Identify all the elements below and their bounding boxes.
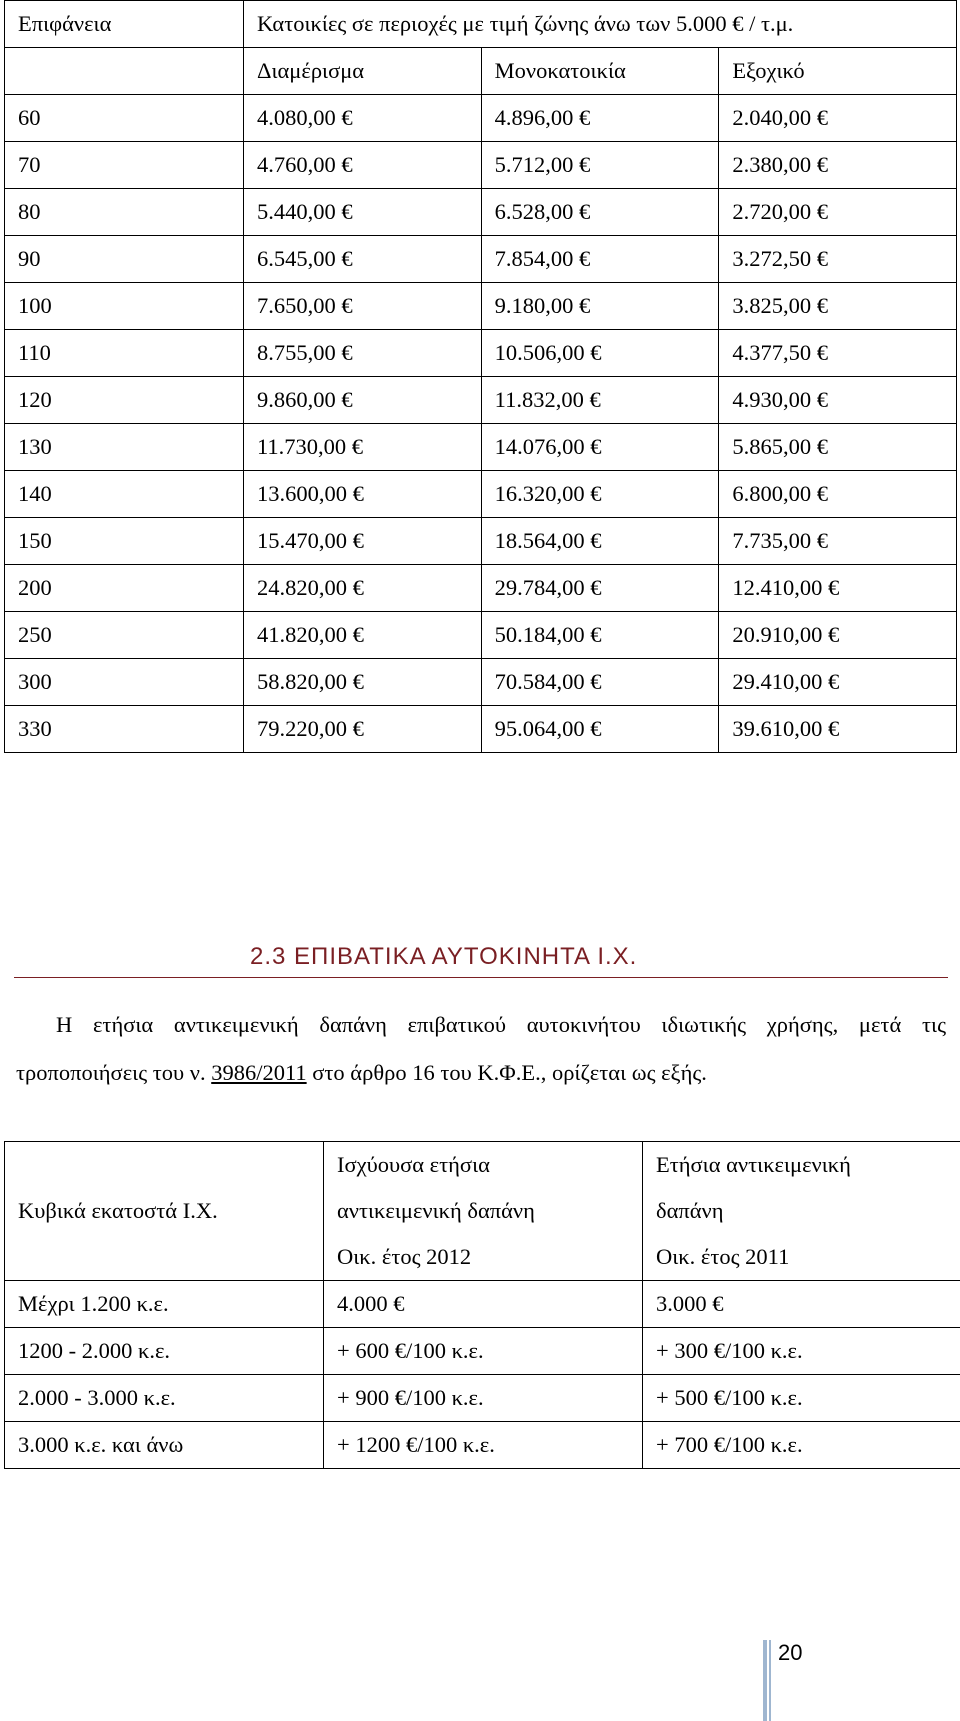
- page-number: 20: [778, 1640, 803, 1665]
- section-heading: 2.3 ΕΠΙΒΑΤΙΚΑ ΑΥΤΟΚΙΝΗΤΑ Ι.Χ.: [250, 943, 638, 970]
- table-row: [5, 189, 957, 236]
- table-header-row: [5, 1, 957, 48]
- table-cell: 110: [5, 330, 244, 377]
- table-row: [5, 142, 957, 189]
- header-cell-span: Κατοικίες σε περιοχές με τιμή ζώνης άνω των 5.000 € / τ.μ.: [244, 1, 957, 48]
- table-cell: 11.730,00 €: [244, 424, 482, 471]
- table-cell: 250: [5, 612, 244, 659]
- table-cell: 10.506,00 €: [481, 330, 719, 377]
- subheader-cell-apartment: Διαμέρισμα: [244, 48, 482, 95]
- table-cell: 12.410,00 €: [719, 565, 957, 612]
- table-cell: 7.650,00 €: [244, 283, 482, 330]
- page-number-bar: [763, 1640, 767, 1721]
- table-cell: 14.076,00 €: [481, 424, 719, 471]
- table-cell: 2.000 - 3.000 κ.ε.: [5, 1375, 324, 1422]
- header-cell-current-expense: [324, 1142, 643, 1281]
- table-cell: 4.000 €: [324, 1281, 643, 1328]
- table-cell: 41.820,00 €: [244, 612, 482, 659]
- page-number-bar: [769, 1640, 771, 1721]
- table-cell: 4.377,50 €: [719, 330, 957, 377]
- table-row: [5, 612, 957, 659]
- table-subheader-row: [5, 48, 957, 95]
- table-cell: 5.712,00 €: [481, 142, 719, 189]
- table-row: [5, 1328, 960, 1375]
- table-cell: 80: [5, 189, 244, 236]
- table-cell: 2.040,00 €: [719, 95, 957, 142]
- table-row: [5, 706, 957, 753]
- table-cell: + 600 €/100 κ.ε.: [324, 1328, 643, 1375]
- table-cell: 6.528,00 €: [481, 189, 719, 236]
- table-row: [5, 330, 957, 377]
- table-cell: 79.220,00 €: [244, 706, 482, 753]
- table-cell: 330: [5, 706, 244, 753]
- table-cell: 5.440,00 €: [244, 189, 482, 236]
- table-cell: 7.854,00 €: [481, 236, 719, 283]
- table-cell: + 300 €/100 κ.ε.: [643, 1328, 960, 1375]
- table-cell: 70: [5, 142, 244, 189]
- table-cell: 8.755,00 €: [244, 330, 482, 377]
- table-cell: 3.825,00 €: [719, 283, 957, 330]
- header-line: Οικ. έτος 2011: [656, 1244, 790, 1269]
- table-row: [5, 1281, 960, 1328]
- table-cell: 200: [5, 565, 244, 612]
- table-cell: 9.180,00 €: [481, 283, 719, 330]
- paragraph-text-after: στο άρθρο 16 του Κ.Φ.Ε., ορίζεται ως εξής.: [306, 1060, 707, 1085]
- table-cell: 18.564,00 €: [481, 518, 719, 565]
- table-header-row: [5, 1142, 960, 1281]
- header-line: δαπάνη: [656, 1198, 724, 1223]
- table-cell: 16.320,00 €: [481, 471, 719, 518]
- header-line: Ισχύουσα ετήσια: [337, 1152, 490, 1177]
- subheader-empty-cell: [5, 48, 244, 95]
- table-cell: 29.784,00 €: [481, 565, 719, 612]
- table-cell: 29.410,00 €: [719, 659, 957, 706]
- table-row: [5, 518, 957, 565]
- header-line: Οικ. έτος 2012: [337, 1244, 472, 1269]
- table-cell: 4.080,00 €: [244, 95, 482, 142]
- table-cell: 3.272,50 €: [719, 236, 957, 283]
- header-line: Ετήσια αντικειμενική: [656, 1152, 851, 1177]
- table-cell: 90: [5, 236, 244, 283]
- table-cell: 13.600,00 €: [244, 471, 482, 518]
- header-cell-cc: Κυβικά εκατοστά Ι.Χ.: [5, 1142, 324, 1281]
- subheader-cell-cottage: Εξοχικό: [719, 48, 957, 95]
- table-cell: 6.800,00 €: [719, 471, 957, 518]
- table-cell: 120: [5, 377, 244, 424]
- subheader-cell-house: Μονοκατοικία: [481, 48, 719, 95]
- table-row: [5, 283, 957, 330]
- table-cell: Μέχρι 1.200 κ.ε.: [5, 1281, 324, 1328]
- header-cell-previous-expense: [643, 1142, 960, 1281]
- table-cell: 58.820,00 €: [244, 659, 482, 706]
- table-cell: 140: [5, 471, 244, 518]
- table-cell: 4.760,00 €: [244, 142, 482, 189]
- table-cell: 9.860,00 €: [244, 377, 482, 424]
- table-row: [5, 377, 957, 424]
- intro-paragraph: [16, 1001, 946, 1097]
- table-row: [5, 471, 957, 518]
- table-cell: + 1200 €/100 κ.ε.: [324, 1422, 643, 1469]
- table-cell: 11.832,00 €: [481, 377, 719, 424]
- table-cell: 1200 - 2.000 κ.ε.: [5, 1328, 324, 1375]
- table-cell: 15.470,00 €: [244, 518, 482, 565]
- table-row: [5, 236, 957, 283]
- table-cell: 6.545,00 €: [244, 236, 482, 283]
- table-cell: 70.584,00 €: [481, 659, 719, 706]
- table-cell: 4.930,00 €: [719, 377, 957, 424]
- table-cell: 20.910,00 €: [719, 612, 957, 659]
- car-expense-table: [4, 1141, 960, 1469]
- table-cell: + 500 €/100 κ.ε.: [643, 1375, 960, 1422]
- table-cell: 5.865,00 €: [719, 424, 957, 471]
- law-reference: 3986/2011: [211, 1060, 307, 1085]
- area-price-table: [4, 0, 957, 753]
- table-row: [5, 1375, 960, 1422]
- table-row: [5, 565, 957, 612]
- table-cell: 24.820,00 €: [244, 565, 482, 612]
- table-cell: 2.380,00 €: [719, 142, 957, 189]
- table-row: [5, 659, 957, 706]
- table-cell: 300: [5, 659, 244, 706]
- table-cell: 4.896,00 €: [481, 95, 719, 142]
- table-cell: + 900 €/100 κ.ε.: [324, 1375, 643, 1422]
- table-cell: 50.184,00 €: [481, 612, 719, 659]
- section-divider: [14, 977, 948, 978]
- table-row: [5, 424, 957, 471]
- table-cell: 3.000 κ.ε. και άνω: [5, 1422, 324, 1469]
- table-cell: 7.735,00 €: [719, 518, 957, 565]
- table-cell: 150: [5, 518, 244, 565]
- table-row: [5, 95, 957, 142]
- header-cell-surface: Επιφάνεια: [5, 1, 244, 48]
- table-cell: 95.064,00 €: [481, 706, 719, 753]
- table-cell: 60: [5, 95, 244, 142]
- table-cell: + 700 €/100 κ.ε.: [643, 1422, 960, 1469]
- table-cell: 2.720,00 €: [719, 189, 957, 236]
- table-cell: 130: [5, 424, 244, 471]
- paragraph-text-before: Η ετήσια αντικειμενική δαπάνη επιβατικού αυτοκινήτου ιδιωτικής χρήσης, μετά τις τροποποιήσεις του ν.: [16, 1012, 946, 1085]
- header-line: αντικειμενική δαπάνη: [337, 1198, 535, 1223]
- table-cell: 100: [5, 283, 244, 330]
- table-cell: 3.000 €: [643, 1281, 960, 1328]
- table-row: [5, 1422, 960, 1469]
- table-cell: 39.610,00 €: [719, 706, 957, 753]
